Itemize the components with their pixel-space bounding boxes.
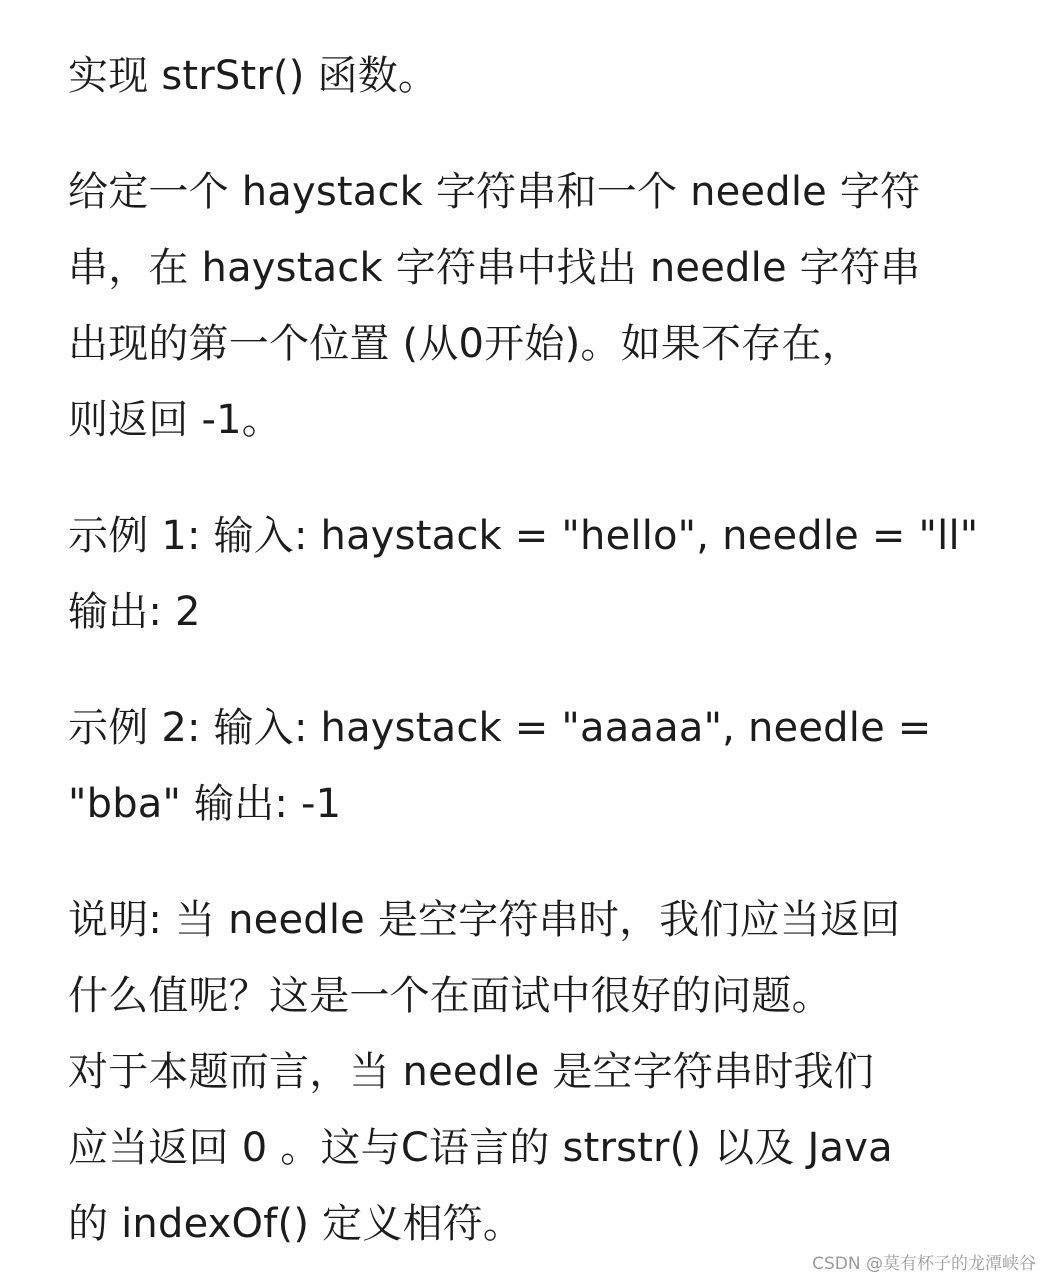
text-line: 示例 1: 输入: haystack = "hello", needle = "ll" <box>68 513 979 559</box>
paragraph-example-1 <box>68 498 988 650</box>
document-body <box>68 38 988 1262</box>
text-line: 输出: 2 <box>68 589 201 635</box>
text-line: 什么值呢？这是一个在面试中很好的问题。 <box>68 973 832 1019</box>
text-line: "bba" 输出: -1 <box>68 781 342 827</box>
text-line: 给定一个 haystack 字符串和一个 needle 字符 <box>68 169 921 215</box>
text-line: 实现 strStr() 函数。 <box>68 53 439 99</box>
text-line: 的 indexOf() 定义相符。 <box>68 1201 524 1247</box>
paragraph-note <box>68 882 988 1262</box>
watermark: CSDN @莫有杯子的龙潭峡谷 <box>812 1254 1036 1274</box>
text-line: 对于本题而言，当 needle 是空字符串时我们 <box>68 1049 874 1095</box>
text-line: 出现的第一个位置 (从0开始)。如果不存在， <box>68 321 862 367</box>
text-line: 示例 2: 输入: haystack = "aaaaa", needle = <box>68 705 932 751</box>
paragraph-intro <box>68 38 988 114</box>
text-line: 串，在 haystack 字符串中找出 needle 字符串 <box>68 245 921 291</box>
text-line: 说明: 当 needle 是空字符串时，我们应当返回 <box>68 897 901 943</box>
text-line: 则返回 -1。 <box>68 397 282 443</box>
text-line: 应当返回 0 。这与C语言的 strstr() 以及 Java <box>68 1125 893 1171</box>
paragraph-description <box>68 154 988 458</box>
paragraph-example-2 <box>68 690 988 842</box>
